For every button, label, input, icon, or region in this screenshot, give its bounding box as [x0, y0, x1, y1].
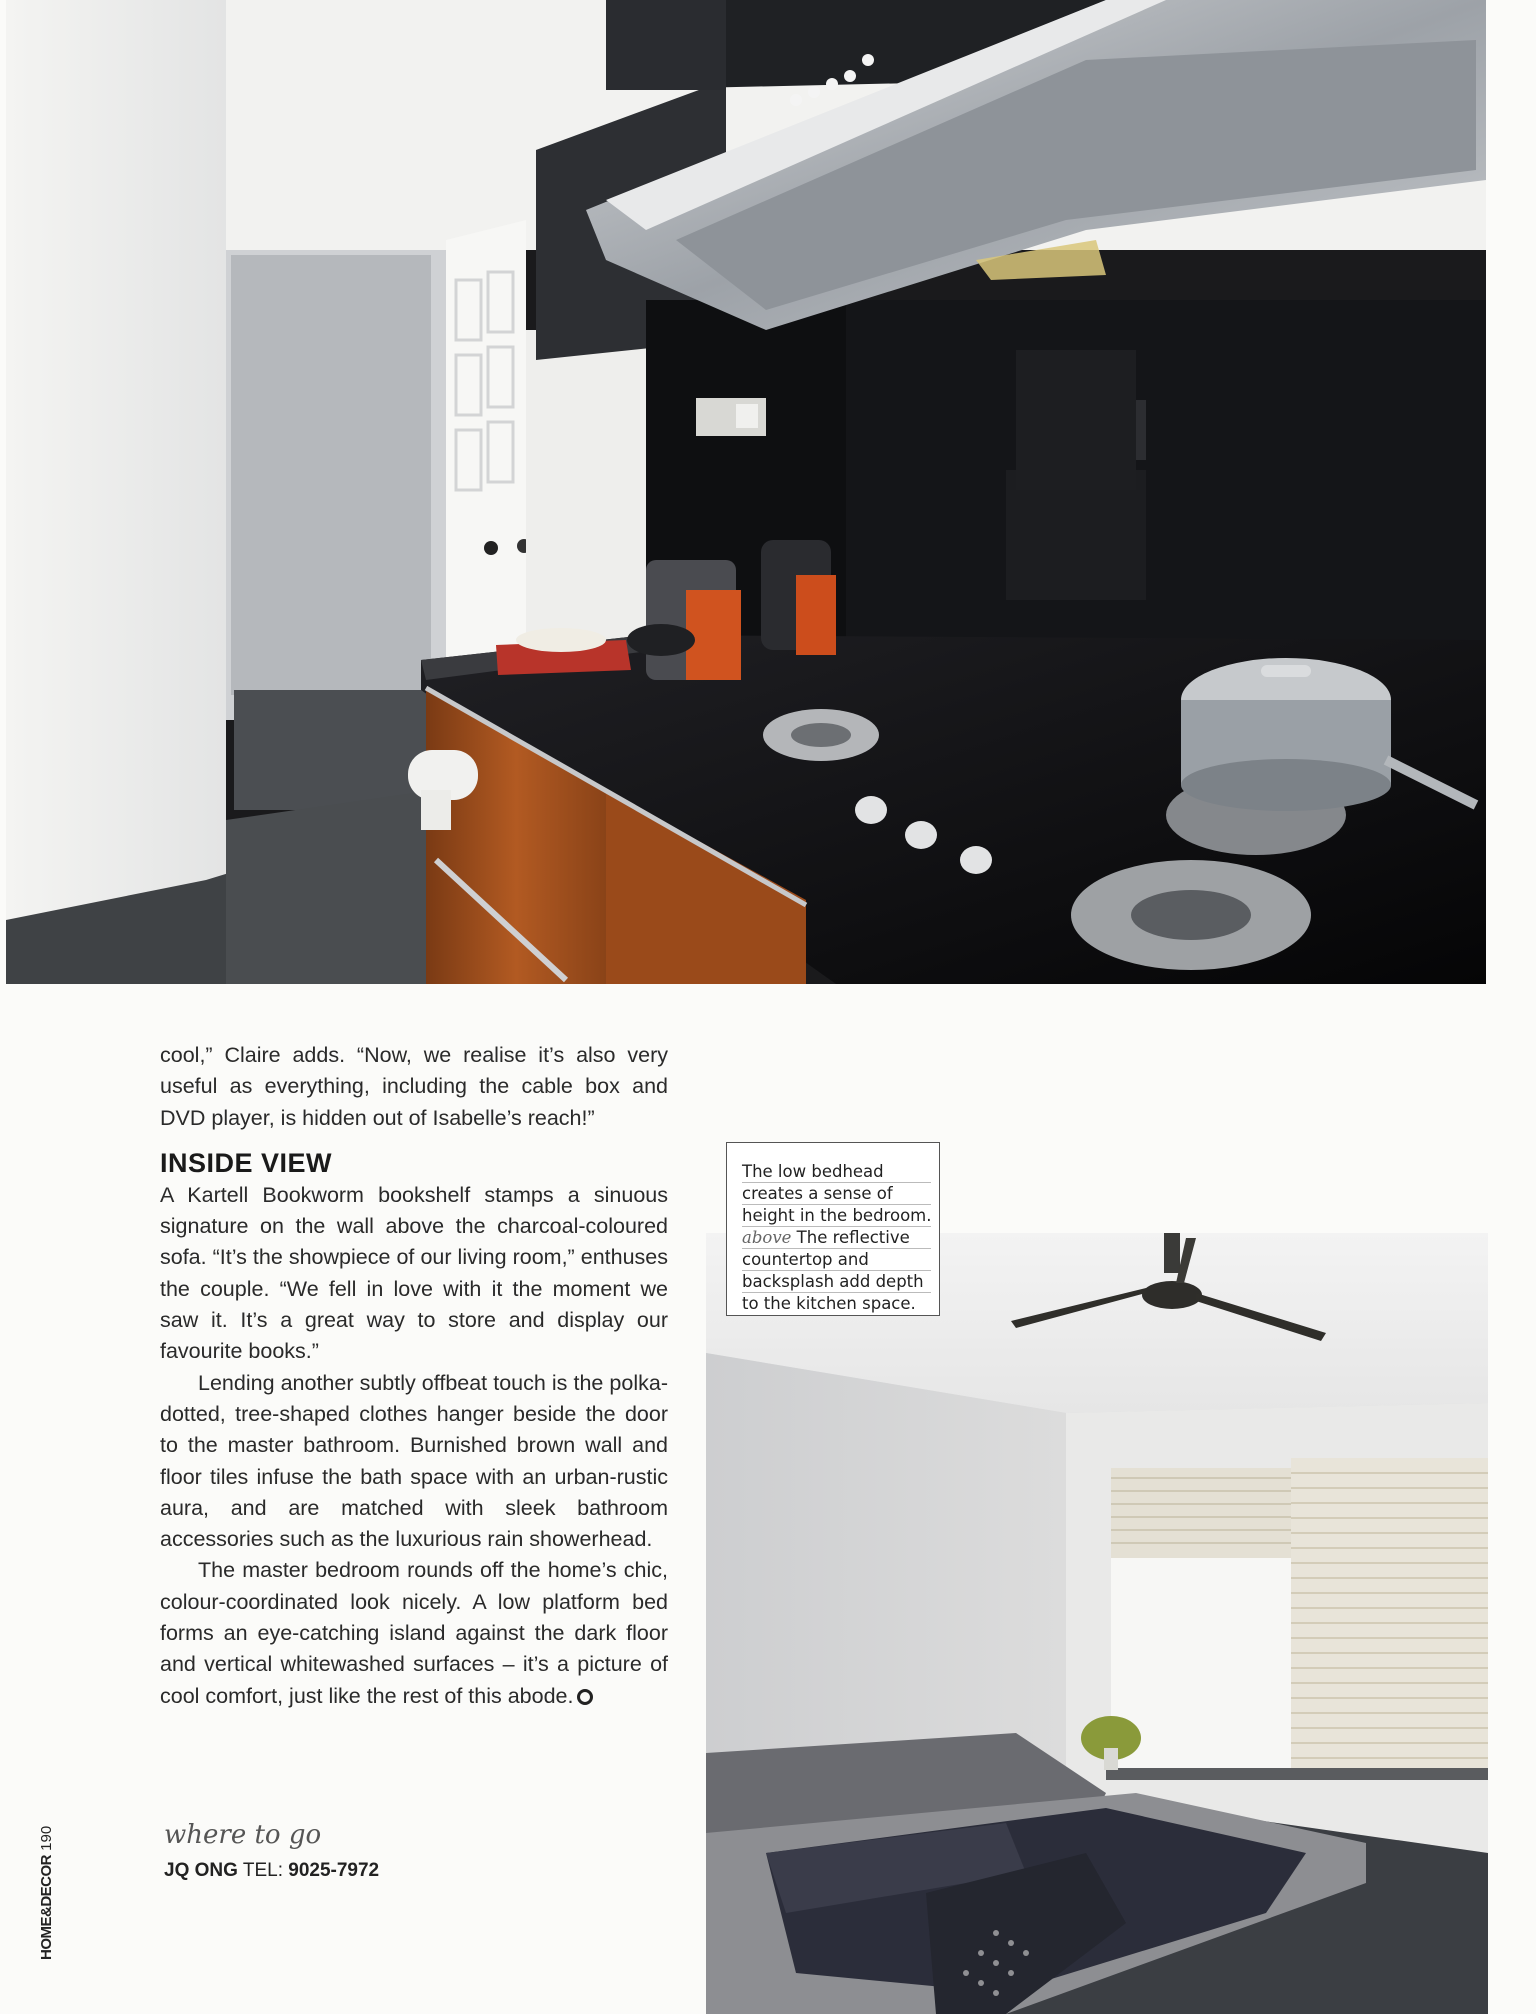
kitchen-photo — [6, 0, 1486, 984]
caption-line: creates a sense of — [742, 1183, 931, 1205]
page-number: 190 — [38, 1825, 55, 1855]
caption-line: height in the bedroom. — [742, 1206, 932, 1225]
article-paragraph: A Kartell Bookworm bookshelf stamps a sinuous signature on the wall above the charcoal-coloured sofa. “It’s the showpiece of our living room,” enthuses the couple. “We fell in love with it the moment we saw it. It’s a great way to store and display our favourite books.” — [160, 1182, 668, 1364]
caption-line: to the kitchen space. — [742, 1294, 916, 1313]
article-paragraph-last — [160, 1555, 668, 1711]
article-paragraph: Lending another subtly offbeat touch is the polka-dotted, tree-shaped clothes hanger beside the door to the master bathroom. Burnished brown wall and floor tiles infuse the bath space with an urban-rustic aura, and are matched with sleek bathroom accessories such as the luxurious rain showerhead. — [160, 1370, 668, 1552]
section-heading: INSIDE VIEW — [160, 1147, 333, 1178]
magazine-brand: HOME&DECOR — [38, 1854, 55, 1960]
article-paragraph: cool,” Claire adds. “Now, we realise it’s also very useful as everything, including the cable box and DVD player, is hidden out of Isabelle’s reach!” — [160, 1043, 668, 1130]
article-body — [160, 1040, 668, 1712]
where-to-go-label: where to go — [164, 1820, 322, 1850]
page-folio — [38, 1826, 55, 1960]
end-of-article-icon — [577, 1689, 593, 1705]
contact-name: JQ ONG — [164, 1860, 238, 1881]
bedroom-photo — [706, 1233, 1488, 2014]
caption-line: backsplash add depth — [742, 1271, 931, 1293]
caption-text: The reflective — [791, 1228, 910, 1247]
caption-line — [742, 1227, 931, 1249]
tel-label: TEL: — [237, 1860, 289, 1881]
contact-line — [164, 1860, 379, 1882]
caption-direction: above — [742, 1228, 792, 1247]
caption-line: countertop and — [742, 1249, 931, 1271]
article-paragraph-text: The master bedroom rounds off the home’s chic, colour-coordinated look nicely. A low platform bed forms an eye-catching island against the dark floor and vertical whitewashed surfaces – it’s a picture of cool comfort, just like the rest of this abode. — [160, 1558, 668, 1708]
caption-line: The low bedhead — [742, 1161, 931, 1183]
tel-number: 9025-7972 — [288, 1860, 380, 1881]
photo-caption — [726, 1142, 940, 1316]
